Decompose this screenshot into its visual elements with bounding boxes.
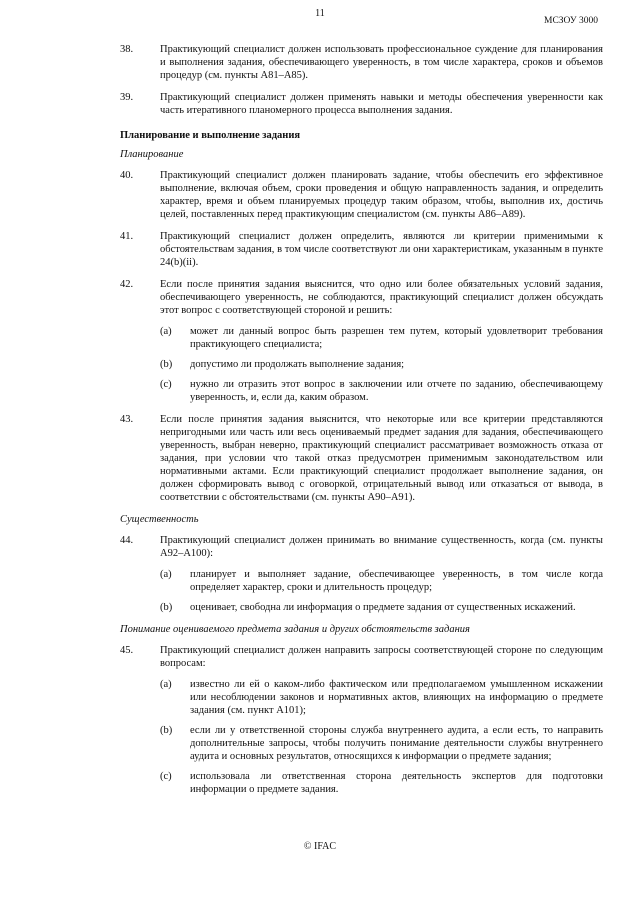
sub-item-a [160, 568, 603, 594]
sub-item-text: известно ли ей о каком-либо фактическом или предполагаемом умышленном искажении или несоблюдении законов и нормативных актов, влияющих на информацию о предмете задания (см. пункт A101); [190, 679, 603, 716]
paragraph-number: 41. [120, 231, 134, 242]
paragraph-text: Практикующий специалист должен определить, являются ли критерии применимыми к обстоятельствам задания, в том числе соответствуют ли они характеристикам, указанным в пункте 24(b)(ii). [160, 231, 603, 268]
sub-item-list [160, 568, 603, 614]
sub-item-text: если ли у ответственной стороны служба внутреннего аудита, а если есть, то направить дополнительные запросы, чтобы получить понимание деятельности службы внутреннего аудита и основных результатов, относящихся к информации о предмете задания; [190, 725, 603, 762]
paragraph-39 [120, 91, 603, 117]
paragraph-number: 42. [120, 279, 134, 290]
sub-item-list [160, 678, 603, 796]
paragraph-41 [120, 230, 603, 269]
paragraph-number: 39. [120, 92, 134, 103]
sub-item-label: (b) [160, 602, 173, 613]
sub-item-b [160, 724, 603, 763]
paragraph-45 [120, 644, 603, 796]
page-number: 11 [315, 8, 325, 19]
subheading-materiality: Существенность [120, 514, 199, 525]
sub-item-label: (b) [160, 359, 173, 370]
sub-item-a [160, 325, 603, 351]
paragraph-text: Практикующий специалист должен планировать задание, чтобы обеспечить его эффективное выполнение, включая объем, сроки проведения и общую направленность задания, и определить характер, время и объем планируемых процедур таким образом, чтобы, выполнив их, достичь целей, поставленных перед практикующим специалистом (см. пункты A86–A89). [160, 170, 603, 220]
sub-item-a [160, 678, 603, 717]
sub-item-text: использовала ли ответственная сторона деятельность экспертов для подготовки информации о предмете задания. [190, 771, 603, 795]
paragraph-number: 38. [120, 44, 134, 55]
sub-item-text: может ли данный вопрос быть разрешен тем путем, который удовлетворит требования практикующего специалиста; [190, 326, 603, 350]
sub-item-text: планирует и выполняет задание, обеспечивающее уверенность, в том числе когда определяет характер, сроки и длительность процедур; [190, 569, 603, 593]
paragraph-text: Если после принятия задания выяснится, что некоторые или все критерии представляются непригодными или часть или весь оцениваемый предмет задания для задания, обеспечивающего уверенность, выбран неверно, практикующий специалист рассматривает возможность отказа от задания, при условии что такой отказ предусмотрен применимым законодательством или нормативными актами. Если практикующий специалист продолжает выполнение задания, он должен сформировать вывод с оговоркой, отрицательный вывод или отказаться от вывода, в соответствии с обстоятельствами (см. пункты A90–A91). [160, 414, 603, 503]
sub-item-label: (c) [160, 771, 172, 782]
sub-item-text: нужно ли отразить этот вопрос в заключении или отчете по заданию, обеспечивающему уверенность, и, если да, каким образом. [190, 379, 603, 403]
sub-item-b [160, 358, 603, 371]
document-code: МСЗОУ 3000 [544, 16, 598, 26]
paragraph-number: 43. [120, 414, 134, 425]
sub-item-c [160, 770, 603, 796]
sub-item-text: оценивает, свободна ли информация о предмете задания от существенных искажений. [190, 602, 576, 613]
paragraph-38 [120, 43, 603, 82]
sub-item-label: (a) [160, 569, 172, 580]
subheading-planning: Планирование [120, 149, 184, 160]
paragraph-text: Практикующий специалист должен принимать во внимание существенность, когда (см. пункты A92–A100): [160, 535, 603, 559]
paragraph-number: 44. [120, 535, 134, 546]
sub-item-b [160, 601, 603, 614]
paragraph-44 [120, 534, 603, 614]
paragraph-number: 45. [120, 645, 134, 656]
paragraph-text: Практикующий специалист должен направить запросы соответствующей стороне по следующим вопросам: [160, 645, 603, 669]
paragraph-text: Практикующий специалист должен использовать профессиональное суждение для планирования и выполнения задания, обеспечивающего уверенность, в том числе характера, сроков и объемов процедур (см. пункты A81–A85). [160, 44, 603, 81]
paragraph-42 [120, 278, 603, 404]
sub-item-label: (c) [160, 379, 172, 390]
paragraph-number: 40. [120, 170, 134, 181]
paragraph-40 [120, 169, 603, 221]
sub-item-list [160, 325, 603, 404]
paragraph-text: Практикующий специалист должен применять навыки и методы обеспечения уверенности как часть итеративного планомерного процесса выполнения задания. [160, 92, 603, 116]
sub-item-label: (a) [160, 679, 172, 690]
sub-item-label: (b) [160, 725, 173, 736]
footer-copyright: © IFAC [303, 841, 337, 852]
section-heading-planning-execution: Планирование и выполнение задания [120, 130, 301, 141]
sub-item-text: допустимо ли продолжать выполнение задания; [190, 359, 405, 370]
sub-item-c [160, 378, 603, 404]
page-content [120, 43, 603, 805]
paragraph-text: Если после принятия задания выяснится, что одно или более обязательных условий задания, обеспечивающего уверенность, не соблюдаются, практикующий специалист должен обсуждать этот вопрос с соответствующей стороной и решить: [160, 279, 603, 316]
subheading-understanding: Понимание оцениваемого предмета задания и других обстоятельств задания [120, 624, 470, 635]
sub-item-label: (a) [160, 326, 172, 337]
paragraph-43 [120, 413, 603, 504]
